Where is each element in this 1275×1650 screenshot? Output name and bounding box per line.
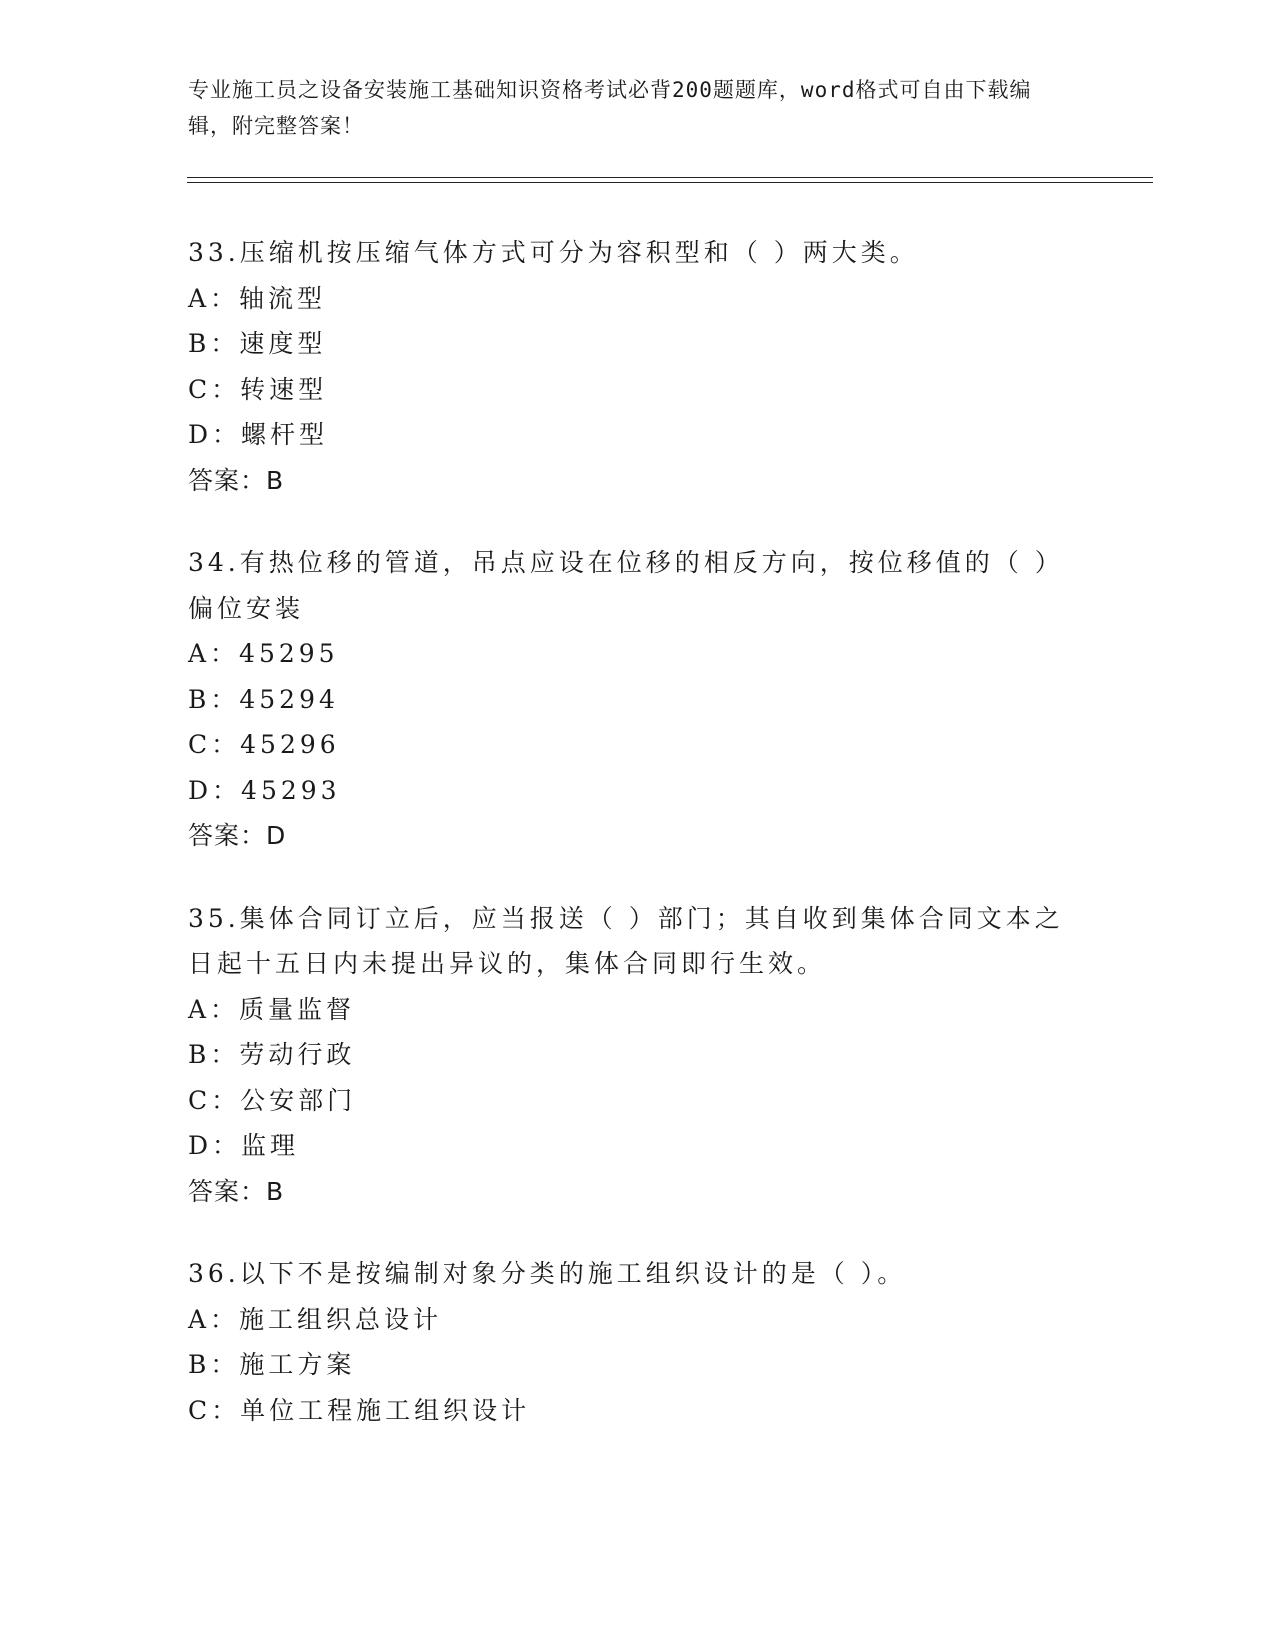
option-b: B：45294 xyxy=(188,684,339,714)
option-a: A：施工组织总设计 xyxy=(188,1304,443,1334)
option-d: D：螺杆型 xyxy=(188,420,329,449)
answer-line: 答案：B xyxy=(188,1176,285,1206)
option-c: C：单位工程施工组织设计 xyxy=(188,1395,531,1425)
option-b: B：劳动行政 xyxy=(188,1040,356,1069)
question-36 xyxy=(188,1251,1068,1433)
option-d: D：监理 xyxy=(188,1131,300,1160)
option-c: C：45296 xyxy=(188,730,340,759)
answer-line: 答案：B xyxy=(188,465,285,495)
question-34 xyxy=(188,540,1068,859)
question-list xyxy=(188,230,1068,1470)
answer-line: 答案：D xyxy=(188,821,287,850)
option-d: D：45293 xyxy=(188,775,341,805)
option-b: B：速度型 xyxy=(188,329,327,358)
option-c: C：转速型 xyxy=(188,374,328,404)
option-a: A：质量监督 xyxy=(188,994,356,1024)
option-a: A：45295 xyxy=(188,639,339,668)
question-stem: 36.以下不是按编制对象分类的施工组织设计的是（ ）。 xyxy=(188,1259,907,1288)
question-33 xyxy=(188,230,1068,503)
option-b: B：施工方案 xyxy=(188,1350,356,1379)
option-c: C：公安部门 xyxy=(188,1085,357,1115)
question-35 xyxy=(188,896,1068,1215)
header-divider-bottom xyxy=(187,182,1153,183)
header-divider-top xyxy=(187,177,1153,178)
question-stem: 33.压缩机按压缩气体方式可分为容积型和（ ）两大类。 xyxy=(188,238,919,267)
option-a: A：轴流型 xyxy=(188,283,327,313)
document-header: 专业施工员之设备安装施工基础知识资格考试必背200题题库，word格式可自由下载编辑，附完整答案！ xyxy=(188,78,1032,138)
question-stem: 34.有热位移的管道，吊点应设在位移的相反方向，按位移值的（ ）偏位安装 xyxy=(188,548,1064,623)
question-stem: 35.集体合同订立后，应当报送（ ）部门；其自收到集体合同文本之日起十五日内未提出异议的，集体合同即行生效。 xyxy=(188,903,1064,978)
